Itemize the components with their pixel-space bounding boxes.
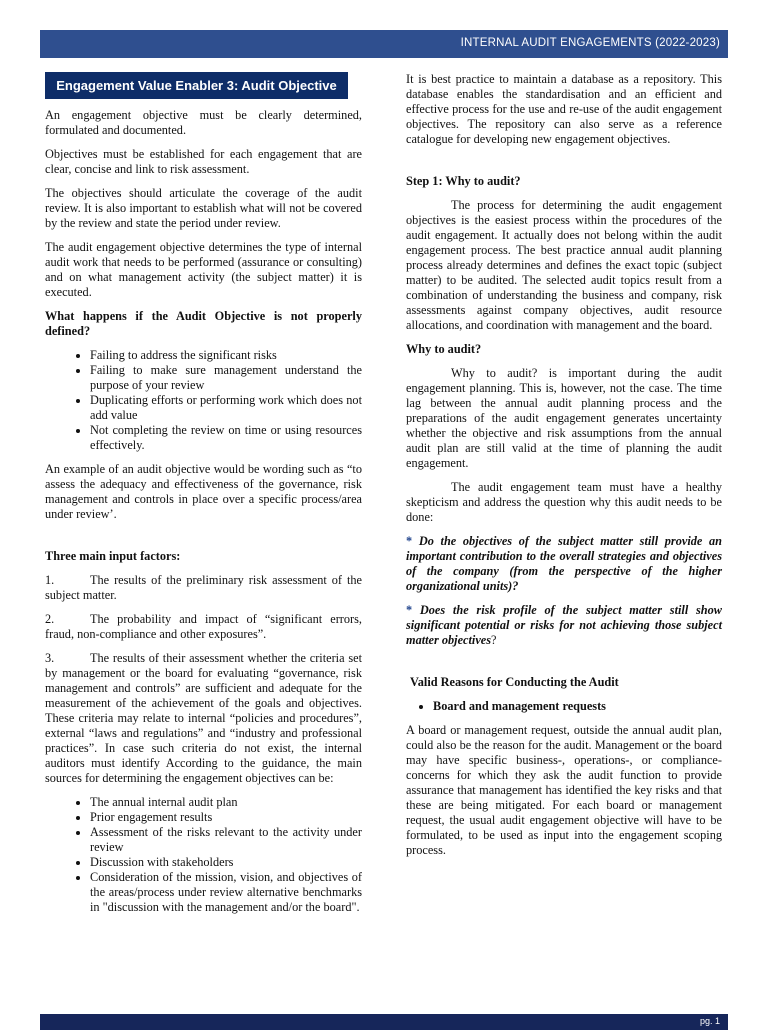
paragraph: It is best practice to maintain a database as a repository. This database enables the standardisation and an efficient and effective process for the use and re-use of the audit engagement objectives. The repository can also serve as a reference catalogue for developing new engagement objectives. (406, 72, 722, 146)
factor-item (45, 612, 362, 642)
step1-heading: Step 1: Why to audit? (406, 174, 521, 188)
list-item: • The annual internal audit plan (90, 795, 362, 810)
header-bar (40, 30, 728, 58)
sources-list (45, 795, 362, 915)
list-item: • Board and management requests (433, 699, 722, 714)
list-item: • Failing to address the significant risks (90, 348, 362, 363)
reasons-list (406, 699, 722, 714)
section-title: Engagement Value Enabler 3: Audit Objective (45, 72, 348, 99)
factor-text: The probability and impact of “significant errors, fraud, non-compliance and other exposures”. (45, 612, 362, 641)
question-text: Does the risk profile of the subject matter still show significant potential or risks for not achieving those subject matter objectives (406, 603, 722, 647)
list-item: • Consideration of the mission, vision, and objectives of the areas/process under review alternative benchmarks in "discussion with the management and/or the board". (90, 870, 362, 915)
factor-number: 1. (45, 573, 55, 587)
question-heading: What happens if the Audit Objective is not properly defined? (45, 309, 362, 338)
paragraph: A board or management request, outside the annual audit plan, could also be the reason for the audit. Management or the board may have specific business-, operations-, or compliance- concerns for which they ask the audit function to provide assurance that management has identified the key risks and that these are being mitigated. For each board or management request, the usual audit engagement objective will have to be formulated, to be used as input into the engagement scoping process. (406, 723, 722, 857)
page-number: pg. 1 (699, 1016, 720, 1026)
paragraph: The objectives should articulate the coverage of the audit review. It is also important to establish what will not be covered by the review and state the period under review. (45, 186, 362, 230)
example-paragraph: An example of an audit objective would be wording such as “to assess the adequacy and effectiveness of the governance, risk management and controls in place over a specific process/area under review’. (45, 462, 362, 521)
valid-heading: Valid Reasons for Conducting the Audit (410, 675, 619, 689)
list-item: • Discussion with stakeholders (90, 855, 362, 870)
list-item: • Failing to make sure management understand the purpose of your review (90, 363, 362, 393)
paragraph: Objectives must be established for each engagement that are clear, concise and link to risk assessment. (45, 147, 362, 176)
factors-heading: Three main input factors: (45, 549, 181, 563)
factor-text: The results of the preliminary risk assessment of the subject matter. (45, 573, 362, 602)
header-title: INTERNAL AUDIT ENGAGEMENTS (2022-2023) (460, 37, 720, 49)
paragraph: The audit engagement objective determines the type of internal audit work that needs to be performed (assurance or consulting) and on what management activity (the subject matter) it is executed. (45, 240, 362, 299)
paragraph: The audit engagement team must have a healthy skepticism and address the question why this audit needs to be done: (406, 480, 722, 524)
spacer (45, 531, 362, 549)
risk-list (45, 348, 362, 453)
question-2 (406, 603, 722, 648)
spacer (406, 657, 722, 675)
star-mark: * (406, 603, 420, 617)
paragraph: The process for determining the audit engagement objectives is the easiest process within the procedures of the audit engagement. It actually does not belong within the audit engagement process. The best practice annual audit planning process already determines and defines the exact topic (subject matter) to be audited. The selected audit topics result from a combination of understanding the business and company, risk assessments against company objectives, audit resource allocations, and coordination with management and the board. (406, 198, 722, 332)
factor-number: 2. (45, 612, 55, 626)
factor-number: 3. (45, 651, 55, 665)
spacer (406, 156, 722, 174)
question-end: ? (491, 633, 497, 647)
question-text: Do the objectives of the subject matter still provide an important contribution to the overall strategies and objectives of the company (from the perspective of the higher organizational units)? (406, 534, 723, 593)
footer-bar (40, 1014, 728, 1030)
why-heading: Why to audit? (406, 342, 482, 356)
paragraph: An engagement objective must be clearly determined, formulated and documented. (45, 108, 362, 137)
question-1 (406, 534, 722, 594)
list-item: • Assessment of the risks relevant to the activity under review (90, 825, 362, 855)
list-item: • Prior engagement results (90, 810, 362, 825)
star-mark: * (406, 534, 419, 548)
left-column (45, 72, 362, 924)
factor-text: The results of their assessment whether the criteria set by management or the board for evaluating “governance, risk management and controls” are sufficient and adequate for the measurement of the achievement of the goals and objectives. These criteria may relate to internal “policies and procedures”, external “laws and regulations” and “industry and professional practices”. In case such criteria do not exist, the internal auditors must identify According to the guidance, the main sources for determining the engagement objectives can be: (45, 651, 362, 785)
right-column (406, 72, 722, 867)
factor-item (45, 573, 362, 603)
list-item: • Duplicating efforts or performing work which does not add value (90, 393, 362, 423)
paragraph: Why to audit? is important during the audit engagement planning. This is, however, not the case. The time lag between the annual audit planning process and the preparations of the audit engagement generates uncertainty whether the objective and risk assumptions from the annual audit plan are still valid at the time of planning the audit engagement. (406, 366, 722, 470)
list-item: • Not completing the review on time or using resources effectively. (90, 423, 362, 453)
factor-item (45, 651, 362, 786)
